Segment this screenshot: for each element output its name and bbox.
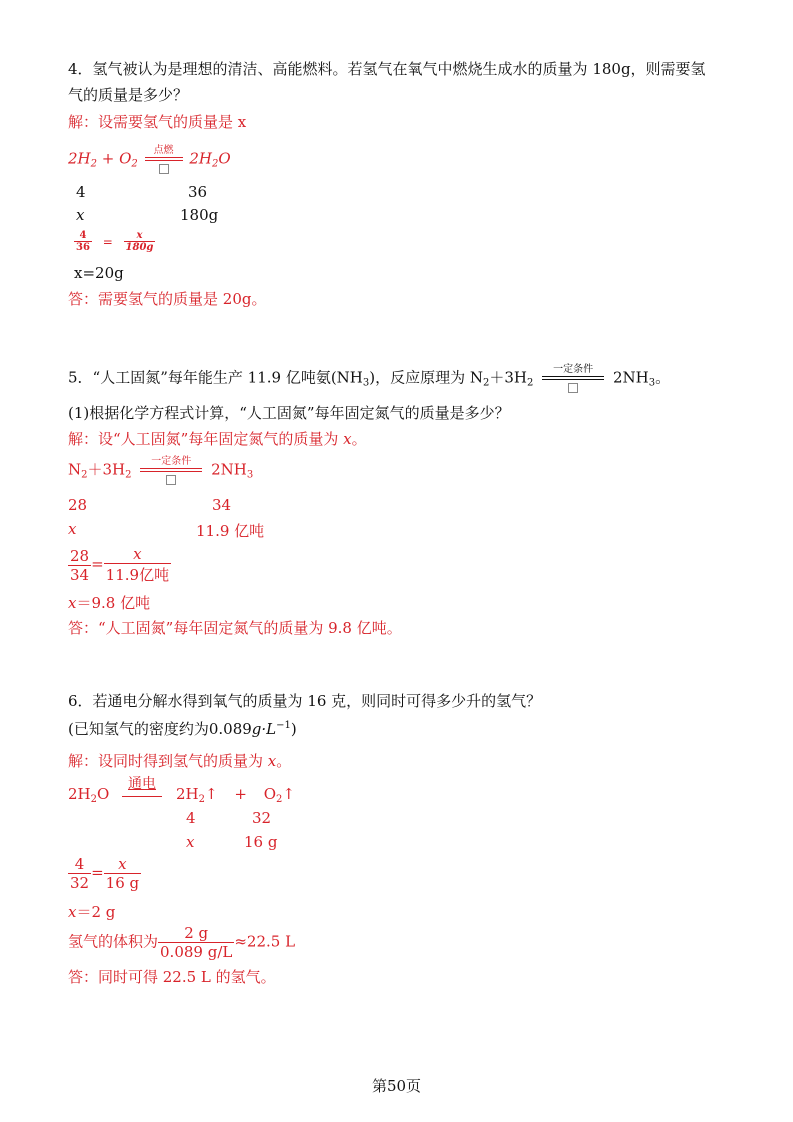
- q4-frac-eq: =: [102, 234, 113, 249]
- q5-line1-condition: [542, 364, 604, 393]
- q5-line1-condition-box: [568, 383, 578, 393]
- q4-eq-right-sub: 2: [211, 158, 219, 170]
- q6-volume-label: 氢气的体积为: [68, 932, 159, 951]
- q5-eq-sub2: 2: [125, 469, 132, 481]
- q6-frac-right-num: x: [118, 855, 127, 873]
- q4-frac-left-num: 4: [79, 230, 87, 241]
- q6-line2: [68, 718, 297, 739]
- q4-eq-condition-box: [159, 164, 169, 174]
- q4-ratio-a1: 4: [76, 183, 86, 201]
- q4-eq-sub: 2: [90, 158, 97, 170]
- q6-fraction-equation: [68, 855, 141, 892]
- q4-answer: 答：需要氢气的质量是 20g。: [68, 290, 267, 308]
- q6-eq-condition-text: 通电: [128, 776, 156, 792]
- q4-frac-right: [124, 230, 156, 253]
- q5-ratio-b1: 34: [212, 496, 232, 514]
- q5-eq-condition-bar: [140, 468, 202, 472]
- q5-result-value: ＝9.8 亿吨: [76, 594, 151, 612]
- q5-eq-sub1: 2: [81, 469, 88, 481]
- q5-equation: [68, 456, 253, 485]
- q6-volume-result: ≈22.5 L: [234, 932, 296, 951]
- q4-eq-condition-bar: [145, 157, 183, 161]
- q6-result-value: ＝2 g: [76, 903, 116, 921]
- q6-eq-sub3: 2: [276, 794, 283, 805]
- q5-eq-condition-text: 一定条件: [151, 456, 192, 467]
- q5-frac-left: [68, 547, 91, 584]
- q4-equation: [68, 145, 231, 174]
- q4-frac-left-den: 36: [76, 242, 90, 253]
- q5-eq-a: N: [68, 460, 82, 479]
- q5-ratio-a2: x: [68, 520, 77, 538]
- q6-ratio-b2: 16 g: [244, 833, 278, 851]
- q5-subquestion: (1)根据化学方程式计算，“人工固氮”每年固定氮气的质量是多少？: [68, 404, 510, 422]
- page-number: 第50页: [371, 1077, 422, 1095]
- q6-line1: 6．若通电分解水得到氧气的质量为 16 克，则同时可得多少升的氢气？: [68, 692, 542, 710]
- q4-eq-plus: + O: [97, 149, 132, 168]
- q4-eq-right: 2H: [189, 149, 212, 168]
- q6-eq-b: O: [97, 785, 110, 803]
- q6-eq-c2: ↑: [205, 785, 218, 803]
- q5-answer: 答：“人工固氮”每年固定氮气的质量为 9.8 亿吨。: [68, 619, 402, 637]
- q6-eq-condition-bar: [122, 796, 162, 797]
- q5-sol-x: x: [343, 430, 352, 448]
- q6-eq-sub1: 2: [90, 794, 97, 805]
- q5-frac-left-num: 28: [70, 546, 90, 565]
- q4-eq-right-o: O: [218, 149, 231, 168]
- q6-eq-c: 2H: [176, 785, 199, 803]
- q4-fraction-equation: [74, 230, 155, 253]
- q4-frac-left: [74, 230, 92, 253]
- q5-eq-condition-box: [166, 475, 176, 485]
- q5-result-x: x: [68, 594, 77, 612]
- q6-frac-right-den: 16 g: [105, 874, 140, 892]
- q4-frac-right-den: 180g: [125, 242, 154, 253]
- q5-line1-c: ＋3H: [489, 368, 527, 387]
- q6-line2-b: ): [290, 720, 297, 738]
- q5-eq-sub3: 3: [246, 469, 254, 481]
- q4-ratio-a2: x: [76, 206, 85, 224]
- q5-frac-right-den: 11.9亿吨: [104, 563, 171, 585]
- q5-line1-d: 2NH: [612, 368, 649, 387]
- q5-eq-condition: [140, 456, 202, 485]
- q5-ratio-a1: 28: [68, 496, 88, 514]
- q5-eq-c: 2NH: [211, 460, 247, 479]
- q4-eq-left: 2H: [68, 149, 91, 168]
- q4-eq-condition: [145, 145, 183, 174]
- q6-volume-frac: [158, 924, 234, 961]
- q6-solution-setup: [68, 750, 291, 771]
- q6-equation-left: [68, 785, 109, 803]
- q6-sol-x: x: [267, 752, 277, 770]
- q6-line2-unit: g·L: [251, 720, 277, 738]
- q6-frac-right: [104, 855, 141, 892]
- q6-sol-text: 解：设同时得到氢气的质量为: [68, 752, 268, 770]
- q6-eq-sub2: 2: [198, 794, 205, 805]
- q6-eq-d2: ↑: [282, 785, 295, 803]
- q6-frac-left: [68, 855, 91, 892]
- q5-frac-eq: =: [91, 555, 104, 573]
- q5-line1-condition-text: 一定条件: [553, 364, 594, 375]
- q5-eq-b: ＋3H: [87, 460, 126, 479]
- q4-eq-condition-text: 点燃: [153, 145, 174, 156]
- q5-sol-text: 解：设“人工固氮”每年固定氮气的质量为: [68, 430, 344, 448]
- q6-ratio-a2: x: [186, 833, 195, 851]
- q6-volume: [68, 924, 295, 961]
- q6-result-x: x: [68, 903, 77, 921]
- q5-line1-sub3: 2: [527, 377, 534, 389]
- q6-ratio-b1: 32: [252, 809, 272, 827]
- q6-sol-end: 。: [276, 752, 292, 770]
- q4-line2: 气的质量是多少？: [68, 86, 189, 104]
- q6-frac-eq: =: [91, 863, 104, 882]
- q5-sol-end: 。: [351, 430, 367, 448]
- q4-solution-setup: 解：设需要氢气的质量是 x: [68, 113, 247, 131]
- q5-line1-b: )，反应原理为 N: [369, 368, 483, 387]
- q5-ratio-b2: 11.9 亿吨: [196, 522, 265, 540]
- q6-volume-den: 0.089 g/L: [160, 943, 233, 961]
- q5-line1-e: 。: [655, 368, 671, 387]
- q5-frac-left-den: 34: [70, 565, 90, 584]
- q6-volume-num: 2 g: [184, 924, 209, 942]
- q4-ratio-b2: 180g: [180, 206, 219, 224]
- q4-line1: 4．氢气被认为是理想的清洁、高能燃料。若氢气在氧气中燃烧生成水的质量为 180g，则需要氢: [68, 60, 706, 78]
- q6-eq-condition: [122, 776, 162, 797]
- q6-frac-left-den: 32: [70, 874, 90, 892]
- q5-line1-a: 5．“人工固氮”每年能生产 11.9 亿吨氨(NH: [68, 368, 363, 387]
- q6-frac-left-num: 4: [74, 855, 85, 873]
- q6-line2-a: (已知氢气的密度约为0.089: [68, 720, 252, 738]
- q6-eq-a: 2H: [68, 785, 91, 803]
- q4-result: x=20g: [74, 264, 124, 282]
- q4-ratio-b1: 36: [188, 183, 208, 201]
- q5-line1-condition-bar: [542, 376, 604, 380]
- q4-frac-right-num: x: [136, 230, 143, 241]
- q5-solution-setup: [68, 428, 367, 449]
- q5-line1-sub: 3: [362, 377, 370, 389]
- q6-answer: 答：同时可得 22.5 L 的氢气。: [68, 968, 276, 986]
- q6-equation-right: [176, 785, 295, 803]
- q5-line1-sub2: 2: [483, 377, 490, 389]
- q5-result: [68, 592, 150, 613]
- q5-line1: [68, 364, 670, 393]
- q6-ratio-a1: 4: [186, 809, 196, 827]
- q4-eq-sub-o: 2: [131, 158, 138, 170]
- q6-eq-plus: +: [234, 785, 247, 803]
- q5-frac-right: [104, 545, 171, 585]
- q5-frac-right-num: x: [133, 545, 142, 563]
- q6-result: [68, 901, 115, 922]
- q5-line1-sub4: 3: [648, 377, 656, 389]
- q6-eq-d: O: [263, 785, 277, 803]
- q5-fraction-equation: [68, 545, 171, 585]
- q6-line2-sup: −1: [276, 720, 291, 731]
